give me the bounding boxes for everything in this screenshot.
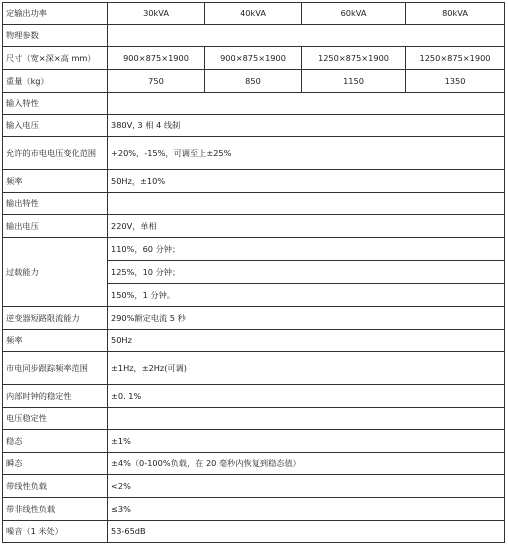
overload-value-125: 125%，10 分钟； [108,261,505,284]
input-section-label: 输入特性 [3,93,108,115]
nonlinear-load-label: 带非线性负载 [3,498,108,521]
nonlinear-load-value: ≤3% [108,498,505,521]
sync-range-label: 市电同步跟踪频率范围 [3,352,108,385]
input-range-value: +20%，-15%，可调至上±25% [108,137,505,170]
size-30kva: 900×875×1900 [108,47,205,70]
physical-section-label: 物理参数 [3,25,108,47]
size-row [3,47,505,70]
input-range-row [3,137,505,170]
output-freq-label: 频率 [3,330,108,352]
regulation-section-blank [108,408,505,430]
noise-label: 噪音（1 米处） [3,521,108,543]
short-circuit-label: 逆变器短路限流能力 [3,307,108,330]
physical-section-row [3,25,505,47]
overload-row-1 [3,238,505,261]
transient-label: 瞬态 [3,453,108,475]
clock-stability-value: ±0. 1% [108,385,505,408]
input-freq-label: 频率 [3,170,108,193]
weight-60kva: 1150 [302,70,406,93]
sync-range-value: ±1Hz，±2Hz(可调) [108,352,505,385]
header-label: 定输出功率 [3,3,108,25]
linear-load-row [3,475,505,498]
input-section-row [3,93,505,115]
input-section-blank [108,93,505,115]
input-voltage-label: 输入电压 [3,115,108,137]
output-voltage-label: 输出电压 [3,215,108,238]
weight-row [3,70,505,93]
linear-load-label: 带线性负载 [3,475,108,498]
size-80kva: 1250×875×1900 [406,47,505,70]
steady-value: ±1% [108,430,505,453]
size-40kva: 900×875×1900 [205,47,302,70]
short-circuit-value: 290%额定电流 5 秒 [108,307,505,330]
header-row [3,3,505,25]
model-40kva: 40kVA [205,3,302,25]
output-section-label: 输出特性 [3,193,108,215]
output-voltage-row [3,215,505,238]
steady-label: 稳态 [3,430,108,453]
weight-30kva: 750 [108,70,205,93]
nonlinear-load-row [3,498,505,521]
ups-spec-table [2,2,505,543]
regulation-section-label: 电压稳定性 [3,408,108,430]
output-section-blank [108,193,505,215]
weight-40kva: 850 [205,70,302,93]
input-voltage-row [3,115,505,137]
weight-label: 重量（kg） [3,70,108,93]
model-60kva: 60kVA [302,3,406,25]
linear-load-value: <2% [108,475,505,498]
output-section-row [3,193,505,215]
output-freq-value: 50Hz [108,330,505,352]
model-30kva: 30kVA [108,3,205,25]
input-range-label: 允许的市电电压变化范围 [3,137,108,170]
clock-stability-label: 内部时钟的稳定性 [3,385,108,408]
physical-section-blank [108,25,505,47]
overload-label: 过载能力 [3,238,108,307]
noise-value: 53-65dB [108,521,505,543]
output-freq-row [3,330,505,352]
overload-value-110: 110%，60 分钟； [108,238,505,261]
size-60kva: 1250×875×1900 [302,47,406,70]
clock-stability-row [3,385,505,408]
input-freq-value: 50Hz，±10% [108,170,505,193]
sync-range-row [3,352,505,385]
transient-value: ±4%（0-100%负载，在 20 毫秒内恢复到稳态值） [108,453,505,475]
output-voltage-value: 220V，单相 [108,215,505,238]
size-label: 尺寸（宽×深×高 mm） [3,47,108,70]
short-circuit-row [3,307,505,330]
transient-row [3,453,505,475]
steady-row [3,430,505,453]
weight-80kva: 1350 [406,70,505,93]
input-voltage-value: 380V, 3 相 4 线制 [108,115,505,137]
model-80kva: 80kVA [406,3,505,25]
overload-value-150: 150%，1 分钟。 [108,284,505,307]
noise-row [3,521,505,543]
regulation-section-row [3,408,505,430]
input-freq-row [3,170,505,193]
